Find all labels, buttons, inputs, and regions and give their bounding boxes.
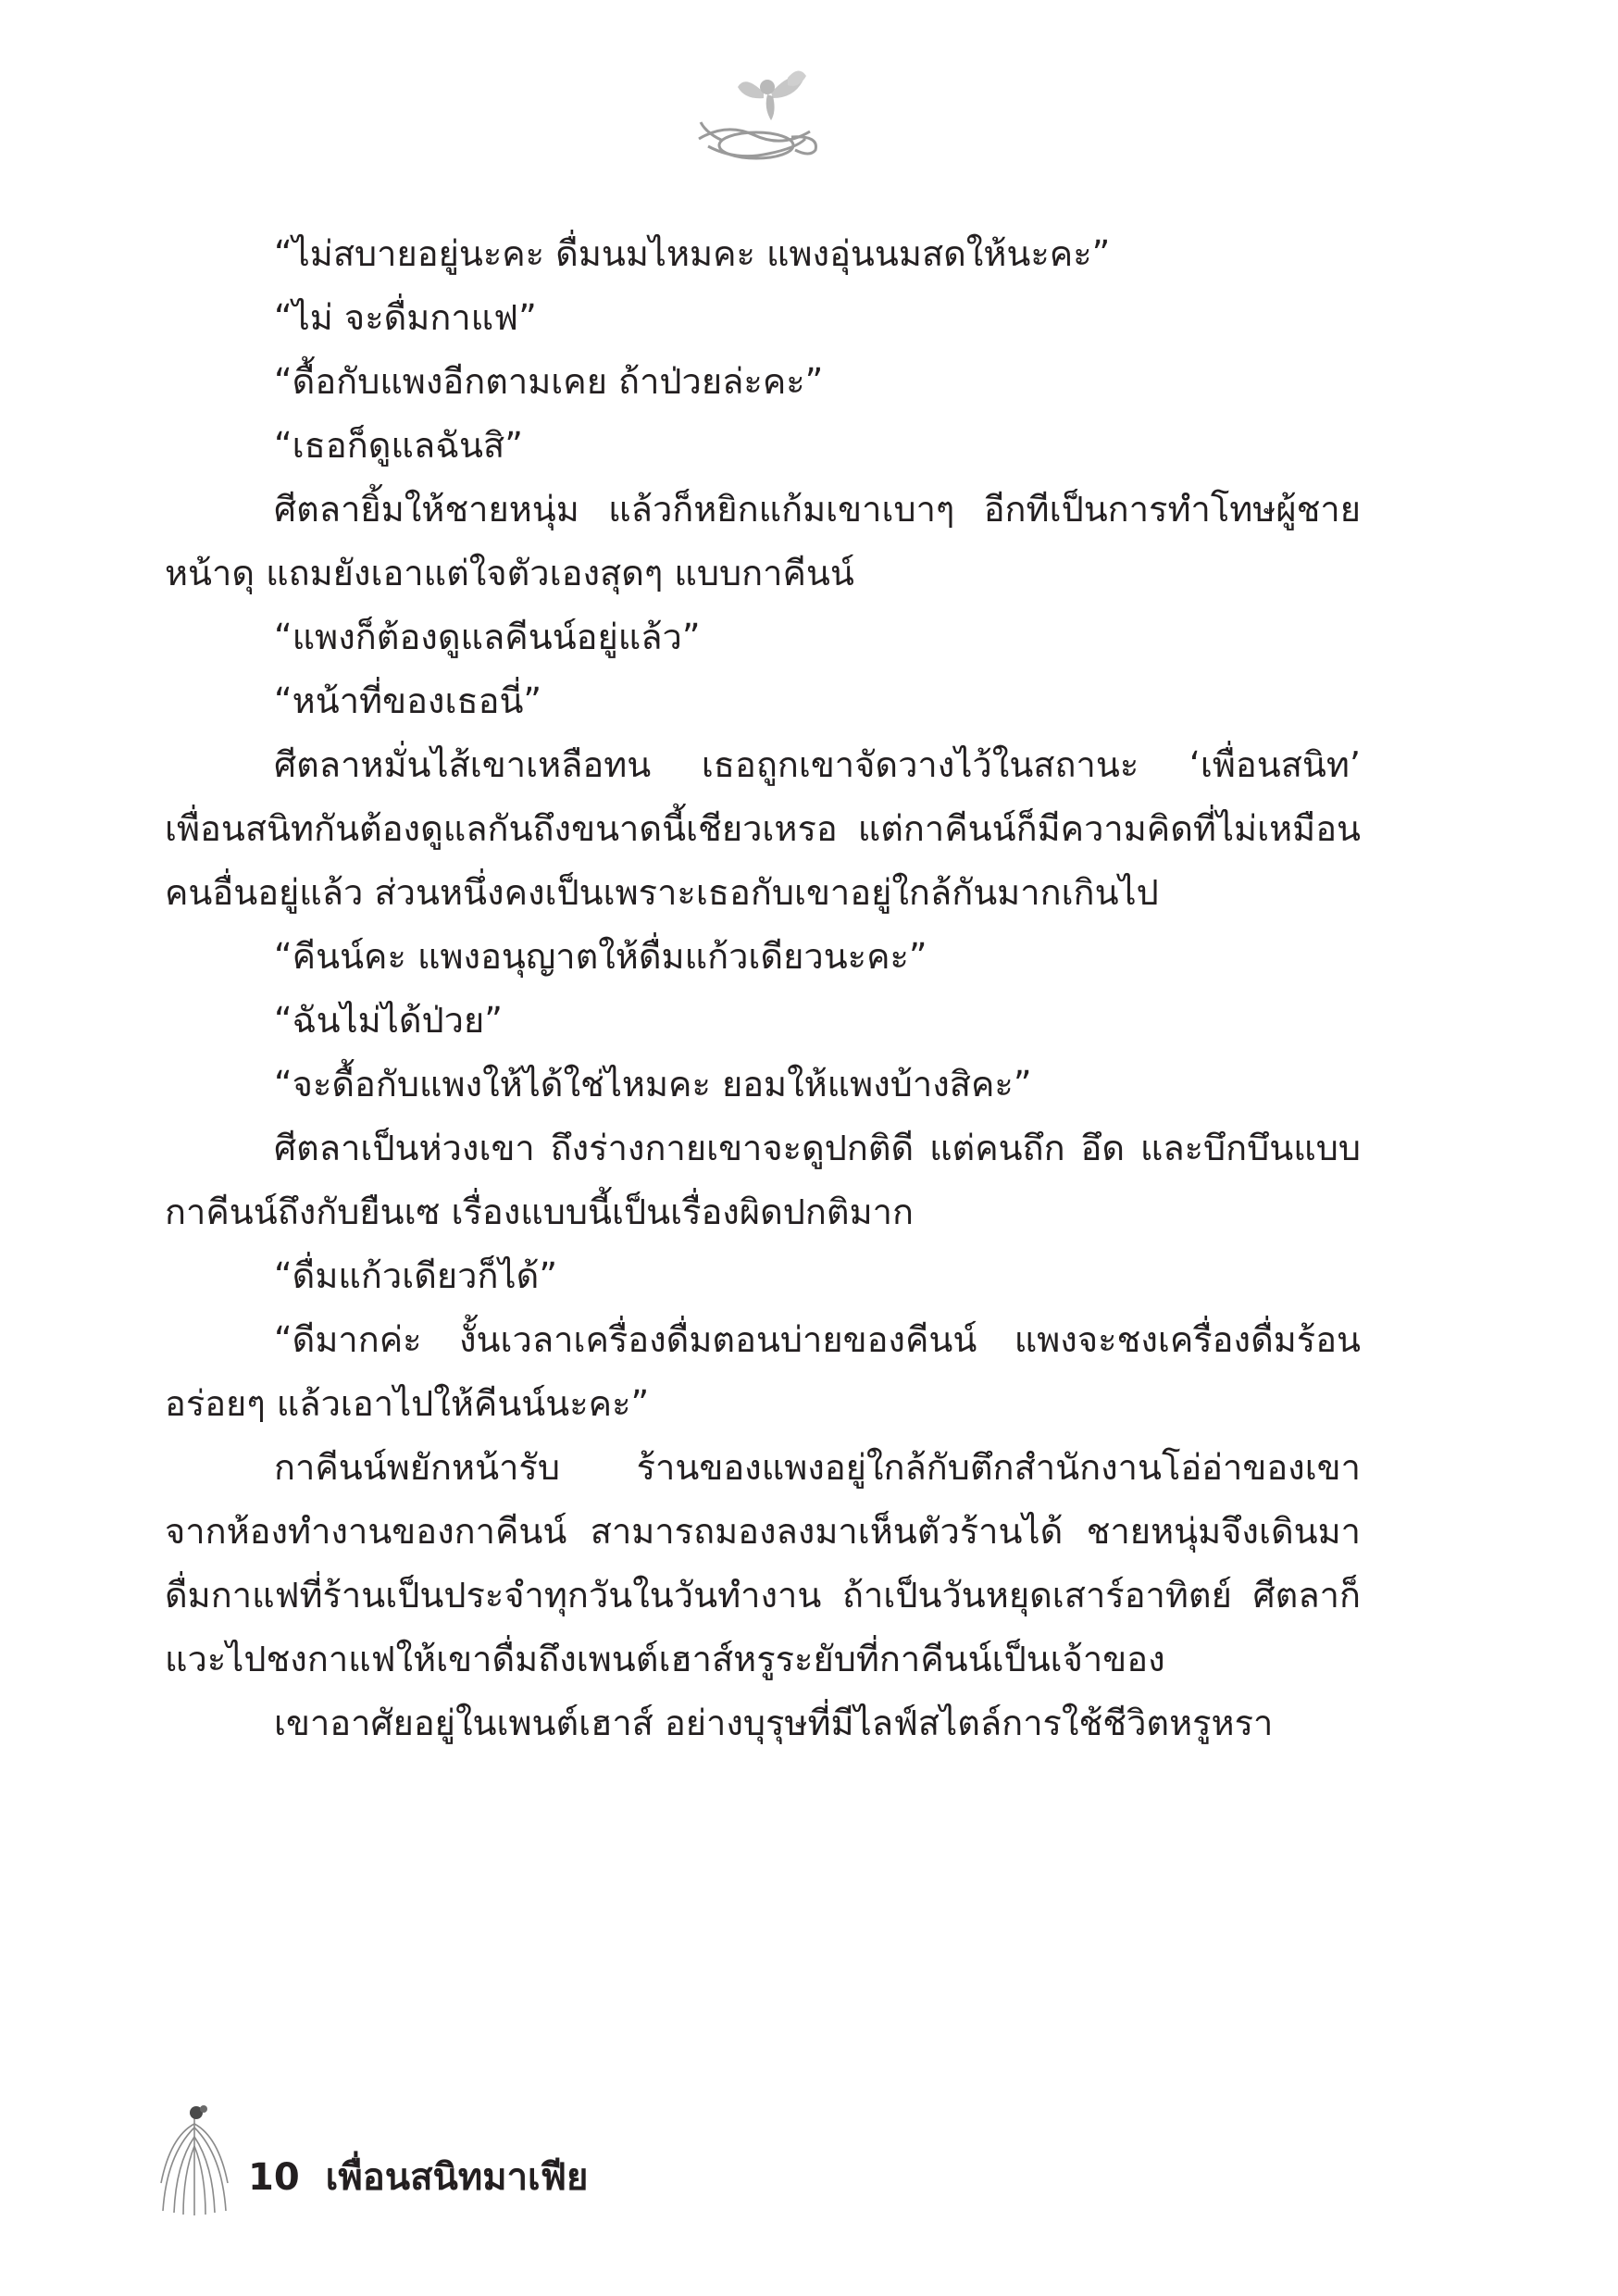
- paragraph: “ดื่มแก้วเดียวก็ได้”: [274, 1255, 558, 1296]
- feather-flower-ornament-icon: [157, 2100, 230, 2220]
- paragraph: “ไม่สบายอยู่นะคะ ดื่มนมไหมคะ แพงอุ่นนมสดให้นะคะ”: [274, 233, 1111, 274]
- page-footer: [157, 2100, 805, 2220]
- paragraph: “หน้าที่ของเธอนี่”: [274, 680, 542, 721]
- book-title: เพื่อนสนิทมาเฟีย: [325, 2156, 589, 2199]
- paragraph: ศีตลายิ้มให้ชายหนุ่ม แล้วก็หยิกแก้มเขาเบาๆ อีกทีเป็นการทำโทษผู้ชายหน้าดุ แถมยังเอาแต่ใจตัวเองสุดๆ แบบกาคีนน์: [165, 489, 1361, 593]
- paragraph: “แพงก็ต้องดูแลคีนน์อยู่แล้ว”: [274, 617, 701, 657]
- body-text: [165, 222, 1361, 1755]
- paragraph: “ดีมากค่ะ งั้นเวลาเครื่องดื่มตอนบ่ายของคีนน์ แพงจะชงเครื่องดื่มร้อนอร่อยๆ แล้วเอาไปให้คีนน์นะคะ”: [165, 1319, 1361, 1424]
- teapot-fairy-ornament-icon: [680, 57, 828, 168]
- paragraph: “เธอก็ดูแลฉันสิ”: [274, 425, 523, 466]
- paragraph: “ดื้อกับแพงอีกตามเคย ถ้าป่วยล่ะคะ”: [274, 361, 824, 402]
- paragraph: “ฉันไม่ได้ป่วย”: [274, 1000, 503, 1041]
- paragraph: “ไม่ จะดื่มกาแฟ”: [274, 297, 537, 338]
- paragraph: “จะดื้อกับแพงให้ได้ใช่ไหมคะ ยอมให้แพงบ้างสิคะ”: [274, 1064, 1032, 1104]
- paragraph: กาคีนน์พยักหน้ารับ ร้านของแพงอยู่ใกล้กับตึกสำนักงานโอ่อ่าของเขา จากห้องทำงานของกาคีนน์ สามารถมองลงมาเห็นตัวร้านได้ ชายหนุ่มจึงเดินมาดื่มกาแฟที่ร้านเป็นประจำทุกวันในวันทำงาน ถ้าเป็นวันหยุดเสาร์อาทิตย์ ศีตลาก็แวะไปชงกาแฟให้เขาดื่มถึงเพนต์เฮาส์หรูระยับที่กาคีนน์เป็นเจ้าของ: [165, 1447, 1361, 1679]
- paragraph: เขาอาศัยอยู่ในเพนต์เฮาส์ อย่างบุรุษที่มีไลฟ์สไตล์การใช้ชีวิตหรูหรา: [274, 1703, 1274, 1743]
- paragraph: ศีตลาหมั่นไส้เขาเหลือทน เธอถูกเขาจัดวางไว้ในสถานะ ‘เพื่อนสนิท’ เพื่อนสนิทกันต้องดูแลกันถึงขนาดนี้เชียวเหรอ แต่กาคีนน์ก็มีความคิดที่ไม่เหมือนคนอื่นอยู่แล้ว ส่วนหนึ่งคงเป็นเพราะเธอกับเขาอยู่ใกล้กันมากเกินไป: [165, 744, 1361, 913]
- page-number: 10: [248, 2156, 300, 2199]
- folio: [248, 2155, 588, 2200]
- paragraph: “คีนน์คะ แพงอนุญาตให้ดื่มแก้วเดียวนะคะ”: [274, 936, 927, 977]
- paragraph: ศีตลาเป็นห่วงเขา ถึงร่างกายเขาจะดูปกติดี แต่คนถึก อึด และบึกบึนแบบกาคีนน์ถึงกับยืนเซ เรื่องแบบนี้เป็นเรื่องผิดปกติมาก: [165, 1128, 1361, 1232]
